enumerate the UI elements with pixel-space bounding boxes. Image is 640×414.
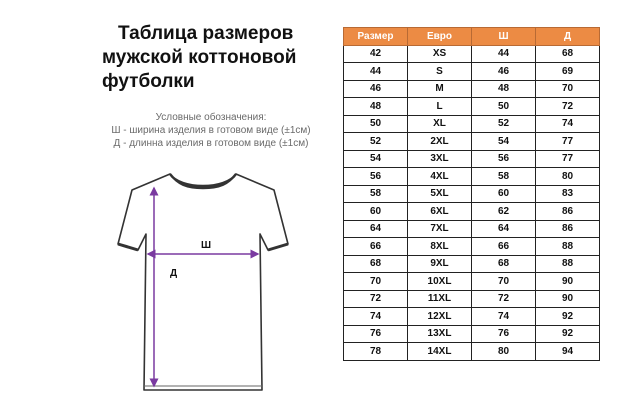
size-cell: 48 xyxy=(344,98,408,116)
euro-cell: S xyxy=(408,63,472,81)
euro-cell: 10XL xyxy=(408,273,472,291)
euro-cell: 2XL xyxy=(408,133,472,151)
legend-length-note: Д - длинна изделия в готовом виде (±1см) xyxy=(113,138,309,149)
legend-width-note: Ш - ширина изделия в готовом виде (±1см) xyxy=(111,125,311,136)
size-cell: 46 xyxy=(344,80,408,98)
size-cell: 50 xyxy=(344,115,408,133)
euro-cell: XS xyxy=(408,45,472,63)
size-cell: 72 xyxy=(344,290,408,308)
table-row xyxy=(344,150,600,168)
width-cell: 66 xyxy=(472,238,536,256)
tshirt-diagram xyxy=(108,168,298,398)
table-row xyxy=(344,98,600,116)
euro-cell: 14XL xyxy=(408,343,472,361)
table-row xyxy=(344,80,600,98)
euro-cell: 6XL xyxy=(408,203,472,221)
euro-cell: 13XL xyxy=(408,325,472,343)
width-cell: 50 xyxy=(472,98,536,116)
length-header: Д xyxy=(536,28,600,46)
table-row xyxy=(344,273,600,291)
euro-cell: 7XL xyxy=(408,220,472,238)
euro-header: Евро xyxy=(408,28,472,46)
width-cell: 70 xyxy=(472,273,536,291)
size-cell: 60 xyxy=(344,203,408,221)
width-cell: 64 xyxy=(472,220,536,238)
euro-cell: 4XL xyxy=(408,168,472,186)
euro-cell: M xyxy=(408,80,472,98)
size-cell: 76 xyxy=(344,325,408,343)
length-cell: 70 xyxy=(536,80,600,98)
euro-cell: L xyxy=(408,98,472,116)
length-cell: 80 xyxy=(536,168,600,186)
length-cell: 69 xyxy=(536,63,600,81)
length-cell: 90 xyxy=(536,273,600,291)
length-cell: 94 xyxy=(536,343,600,361)
euro-cell: 8XL xyxy=(408,238,472,256)
size-cell: 54 xyxy=(344,150,408,168)
length-cell: 86 xyxy=(536,220,600,238)
page-title xyxy=(102,22,333,94)
width-cell: 48 xyxy=(472,80,536,98)
length-cell: 68 xyxy=(536,45,600,63)
legend xyxy=(95,111,327,150)
size-cell: 78 xyxy=(344,343,408,361)
table-row xyxy=(344,168,600,186)
width-cell: 52 xyxy=(472,115,536,133)
size-cell: 44 xyxy=(344,63,408,81)
width-cell: 54 xyxy=(472,133,536,151)
size-cell: 66 xyxy=(344,238,408,256)
title-line-2: мужской коттоновой xyxy=(102,47,297,68)
table-row xyxy=(344,255,600,273)
euro-cell: XL xyxy=(408,115,472,133)
size-header: Размер xyxy=(344,28,408,46)
legend-heading: Условные обозначения: xyxy=(155,112,267,123)
table-row xyxy=(344,63,600,81)
size-table-header xyxy=(344,28,600,46)
width-cell: 76 xyxy=(472,325,536,343)
table-row xyxy=(344,203,600,221)
table-row xyxy=(344,133,600,151)
title-line-1: Таблица размеров xyxy=(118,23,294,44)
table-row xyxy=(344,220,600,238)
width-cell: 72 xyxy=(472,290,536,308)
width-cell: 80 xyxy=(472,343,536,361)
length-cell: 88 xyxy=(536,255,600,273)
table-row xyxy=(344,290,600,308)
euro-cell: 3XL xyxy=(408,150,472,168)
width-cell: 56 xyxy=(472,150,536,168)
length-cell: 92 xyxy=(536,308,600,326)
length-cell: 77 xyxy=(536,133,600,151)
length-cell: 83 xyxy=(536,185,600,203)
length-cell: 88 xyxy=(536,238,600,256)
size-cell: 64 xyxy=(344,220,408,238)
width-cell: 44 xyxy=(472,45,536,63)
width-cell: 68 xyxy=(472,255,536,273)
size-cell: 68 xyxy=(344,255,408,273)
tshirt-outline xyxy=(118,174,288,390)
table-row xyxy=(344,308,600,326)
size-cell: 70 xyxy=(344,273,408,291)
euro-cell: 12XL xyxy=(408,308,472,326)
width-cell: 58 xyxy=(472,168,536,186)
width-cell: 62 xyxy=(472,203,536,221)
size-cell: 42 xyxy=(344,45,408,63)
size-cell: 56 xyxy=(344,168,408,186)
euro-cell: 9XL xyxy=(408,255,472,273)
size-table-body xyxy=(344,45,600,360)
width-cell: 46 xyxy=(472,63,536,81)
length-cell: 92 xyxy=(536,325,600,343)
title-line-3: футболки xyxy=(102,71,195,92)
size-cell: 58 xyxy=(344,185,408,203)
table-row xyxy=(344,185,600,203)
width-cell: 74 xyxy=(472,308,536,326)
table-row xyxy=(344,325,600,343)
size-cell: 52 xyxy=(344,133,408,151)
length-cell: 77 xyxy=(536,150,600,168)
table-row xyxy=(344,343,600,361)
width-cell: 60 xyxy=(472,185,536,203)
length-cell: 86 xyxy=(536,203,600,221)
table-row xyxy=(344,238,600,256)
euro-cell: 5XL xyxy=(408,185,472,203)
size-cell: 74 xyxy=(344,308,408,326)
width-label: Ш xyxy=(201,240,212,251)
size-table xyxy=(343,27,600,361)
length-cell: 72 xyxy=(536,98,600,116)
length-cell: 74 xyxy=(536,115,600,133)
length-cell: 90 xyxy=(536,290,600,308)
euro-cell: 11XL xyxy=(408,290,472,308)
table-row xyxy=(344,115,600,133)
length-label: Д xyxy=(170,268,178,279)
table-row xyxy=(344,45,600,63)
width-header: Ш xyxy=(472,28,536,46)
